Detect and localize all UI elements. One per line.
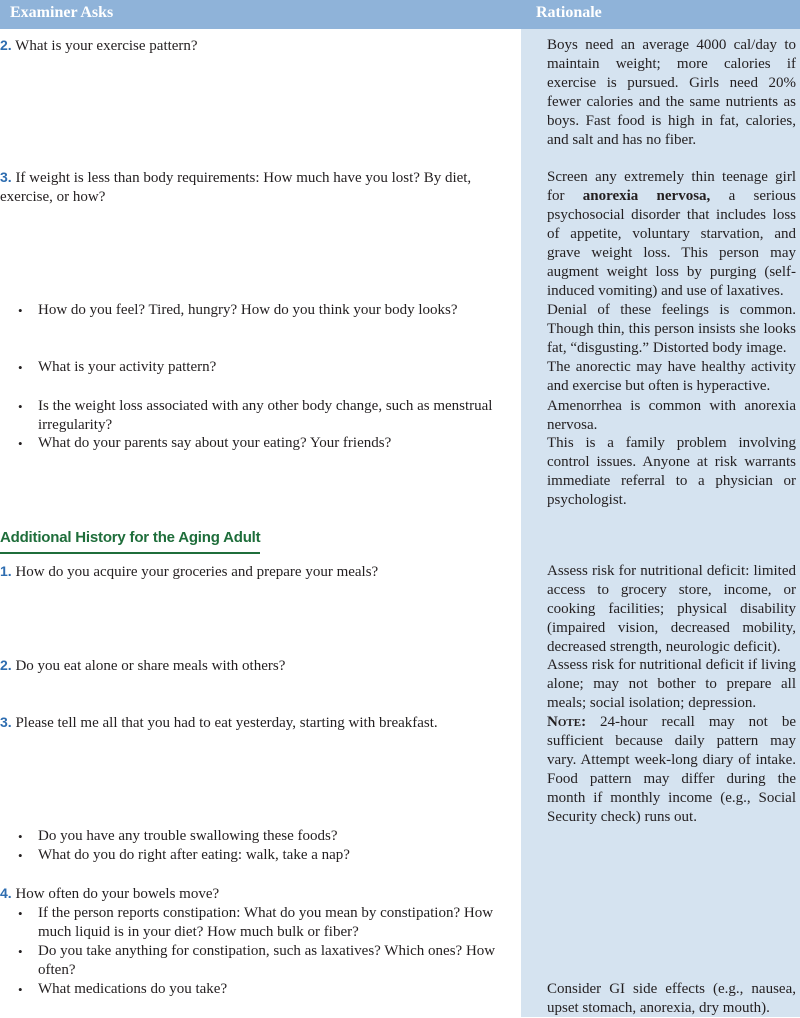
- question-2: 2. What is your exercise pattern?: [0, 37, 198, 54]
- list-item: • What do you do right after eating: walk, take a nap?: [18, 847, 350, 863]
- list-item: • How do you feel? Tired, hungry? How do you think your body looks?: [18, 302, 458, 318]
- list-item: • What medications do you take?: [18, 981, 228, 997]
- list-item: • What is your activity pattern?: [18, 359, 217, 375]
- rationale-aging-3: Note: 24-hour recall may not be sufficient because daily pattern may vary. Attempt week-long diary of intake. Food pattern may differ during the month if monthly income (e.g., Social Security check) runs out.: [547, 714, 796, 825]
- list-item: • Do you take anything for constipation, such as laxatives? Which ones? How often?: [18, 943, 496, 978]
- rationale-bullet-1: Denial of these feelings is common. Though thin, this person insists she looks fat, “disgusting.” Distorted body image.: [547, 302, 796, 356]
- header-examiner-asks: Examiner Asks: [10, 4, 114, 21]
- rationale-aging-1: Assess risk for nutritional deficit: limited access to grocery store, income, or cooking facilities; physical disability (impaired vision, decreased mobility, decreased strength, neurologic deficit).: [547, 563, 796, 655]
- question-aging-2: 2. Do you eat alone or share meals with others?: [0, 657, 286, 674]
- header-rationale: Rationale: [536, 4, 602, 21]
- question-aging-3: 3. Please tell me all that you had to eat yesterday, starting with breakfast.: [0, 714, 438, 731]
- question-3: 3. If weight is less than body requirements: How much have you lost? By diet, exercise, or how?: [0, 169, 472, 205]
- rationale-bullet-2: The anorectic may have healthy activity and exercise but often is hyperactive.: [547, 359, 796, 394]
- rationale-3: Screen any extremely thin teenage girl for anorexia nervosa, a serious psychosocial disorder that includes loss of appetite, voluntary starvation, and grave weight loss. This person may augment weight loss by purging (self-induced vomiting) and use of laxatives.: [547, 169, 796, 299]
- list-item: • What do your parents say about your eating? Your friends?: [18, 435, 392, 451]
- list-item: • If the person reports constipation: What do you mean by constipation? How much liquid is in your diet? How much bulk or fiber?: [18, 905, 494, 940]
- list-item: • Do you have any trouble swallowing these foods?: [18, 828, 338, 844]
- question-aging-1: 1. How do you acquire your groceries and prepare your meals?: [0, 563, 379, 580]
- table-header: [0, 0, 800, 29]
- question-aging-4: 4. How often do your bowels move?: [0, 885, 220, 902]
- rationale-aging-2: Assess risk for nutritional deficit if living alone; may not bother to prepare all meals; social isolation; depression.: [547, 657, 796, 711]
- section-title: Additional History for the Aging Adult: [0, 529, 260, 554]
- rationale-2: Boys need an average 4000 cal/day to maintain weight; more calories if exercise is pursued. Girls need 20% fewer calories and the same nutrients as boys. Fast food is high in fat, calories, and salt and has no fiber.: [547, 37, 796, 148]
- rationale-bullet-4: This is a family problem involving control issues. Anyone at risk warrants immediate referral to a physician or psychologist.: [547, 435, 796, 508]
- rationale-aging-4: Consider GI side effects (e.g., nausea, upset stomach, anorexia, dry mouth).: [547, 981, 796, 1016]
- rationale-bullet-3: Amenorrhea is common with anorexia nervosa.: [547, 398, 796, 433]
- list-item: • Is the weight loss associated with any other body change, such as menstrual irregularity?: [18, 398, 493, 433]
